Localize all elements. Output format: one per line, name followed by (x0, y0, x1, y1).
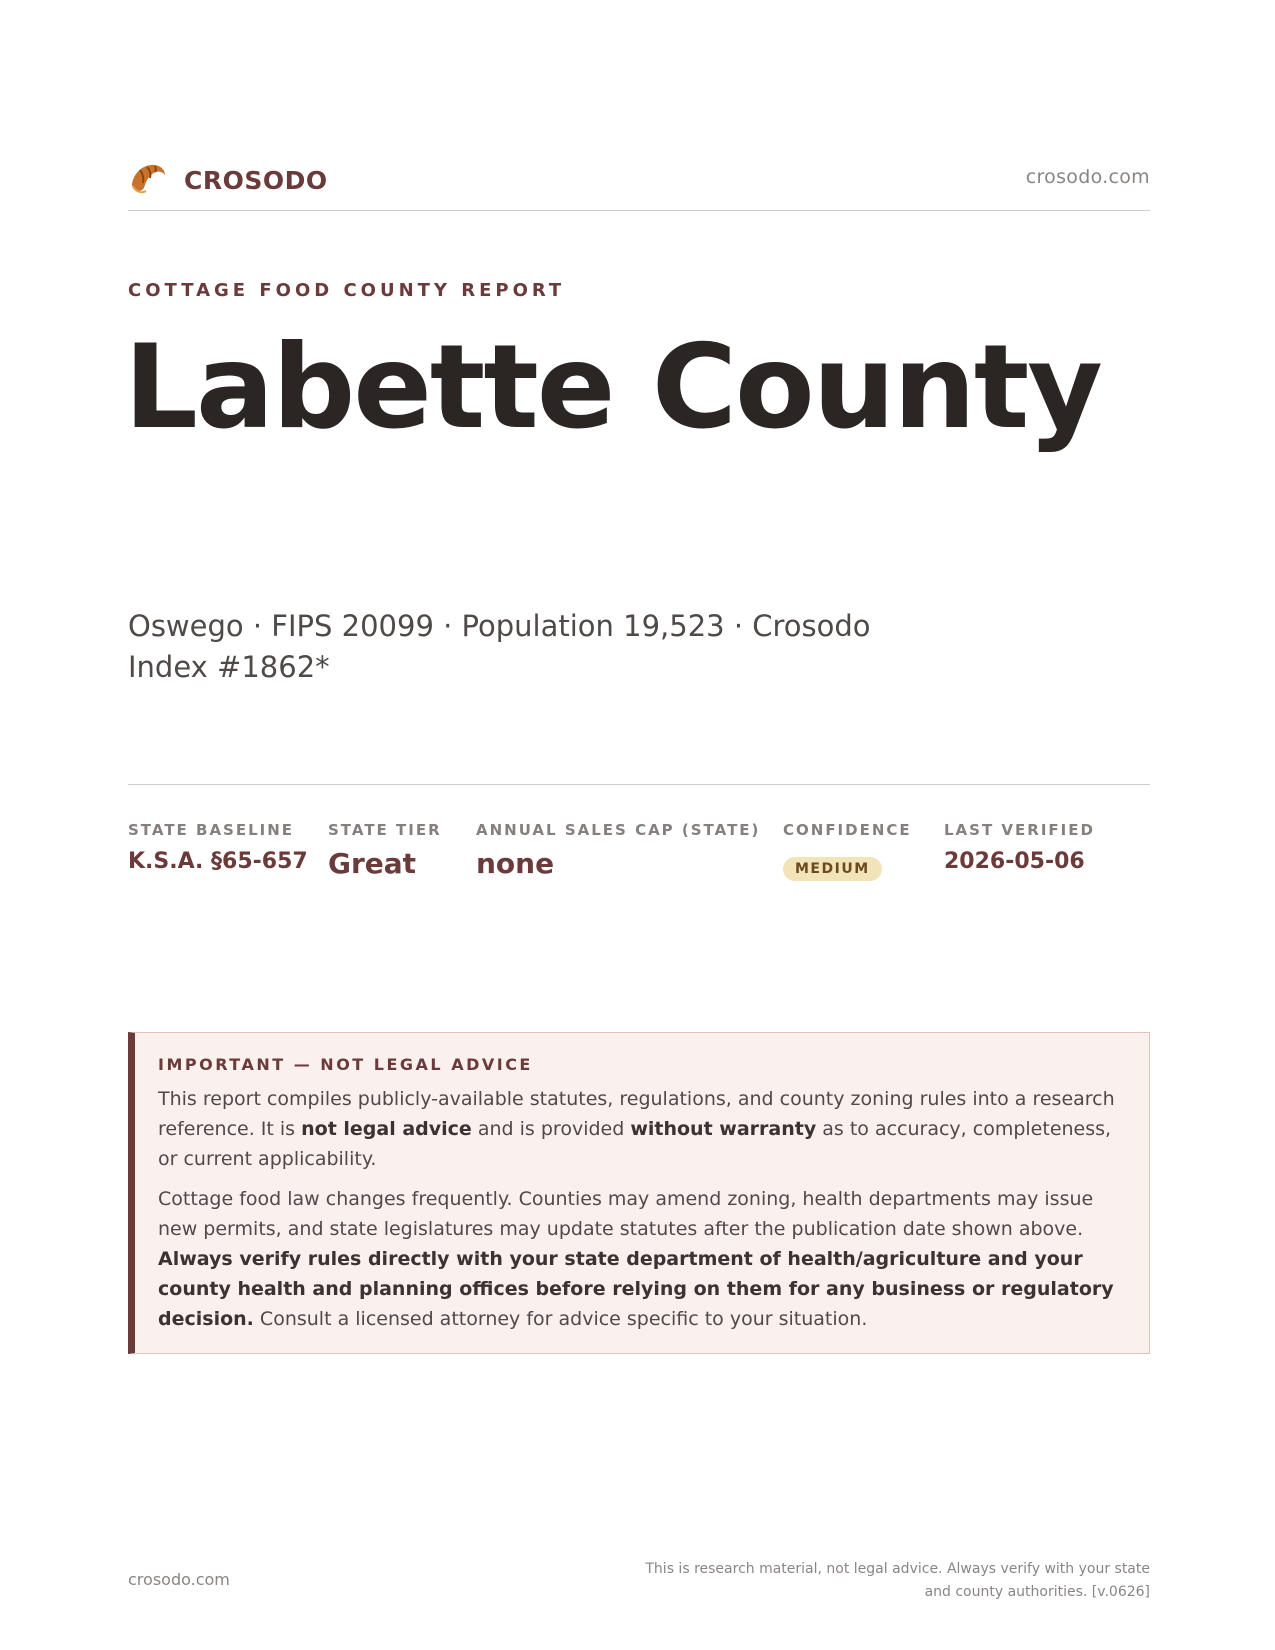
stat-annual-sales-cap (476, 821, 760, 880)
header-bar (128, 158, 1150, 211)
notice-paragraph-2: Cottage food law changes frequently. Counties may amend zoning, health departments may issue new permits, and state legislatures may update statutes after the publication date shown above. Always verify rules directly with your state department of health/agriculture and your county health and planning offices before relying on them for any business or regulatory decision. Consult a licensed attorney for advice specific to your situation. (158, 1188, 1114, 1330)
county-subtitle: Oswego · FIPS 20099 · Population 19,523 · Crosodo Index #1862* (128, 609, 871, 684)
brand[interactable] (128, 158, 328, 202)
report-eyebrow: COTTAGE FOOD COUNTY REPORT (128, 280, 566, 301)
stat-label: STATE TIER (328, 821, 442, 839)
stat-value: 2026-05-06 (944, 849, 1085, 874)
legal-notice (128, 1032, 1150, 1354)
footer-disclaimer (630, 1558, 1150, 1604)
footer-disclaimer-line: This is research material, not legal advice. Always verify with your state (645, 1561, 1150, 1577)
stat-state-baseline (128, 821, 308, 874)
confidence-badge: MEDIUM (783, 857, 882, 881)
stat-label: CONFIDENCE (783, 821, 912, 839)
croissant-icon (128, 158, 168, 202)
stat-last-verified (944, 821, 1095, 874)
stat-value: K.S.A. §65-657 (128, 849, 308, 874)
notice-heading: IMPORTANT — NOT LEGAL ADVICE (158, 1055, 533, 1074)
stat-state-tier (328, 821, 442, 880)
stats-row (128, 784, 1150, 905)
brand-name: CROSODO (184, 165, 328, 195)
stat-label: ANNUAL SALES CAP (STATE) (476, 821, 761, 839)
footer-disclaimer-line: and county authorities. [v.0626] (924, 1584, 1150, 1600)
footer-site-link[interactable]: crosodo.com (128, 1570, 230, 1589)
stat-value: Great (328, 847, 417, 880)
report-page (124, 0, 1150, 1650)
page-title: Labette County (124, 320, 1101, 455)
stat-label: LAST VERIFIED (944, 821, 1095, 839)
stat-value: none (476, 847, 555, 880)
notice-paragraph-1: This report compiles publicly-available statutes, regulations, and county zoning rules into a research reference. It is not legal advice and is provided without warranty as to accuracy, completeness, or current applicability. (158, 1088, 1115, 1170)
stat-confidence (783, 821, 912, 881)
stat-label: STATE BASELINE (128, 821, 295, 839)
header-site-link[interactable]: crosodo.com (1025, 166, 1150, 188)
